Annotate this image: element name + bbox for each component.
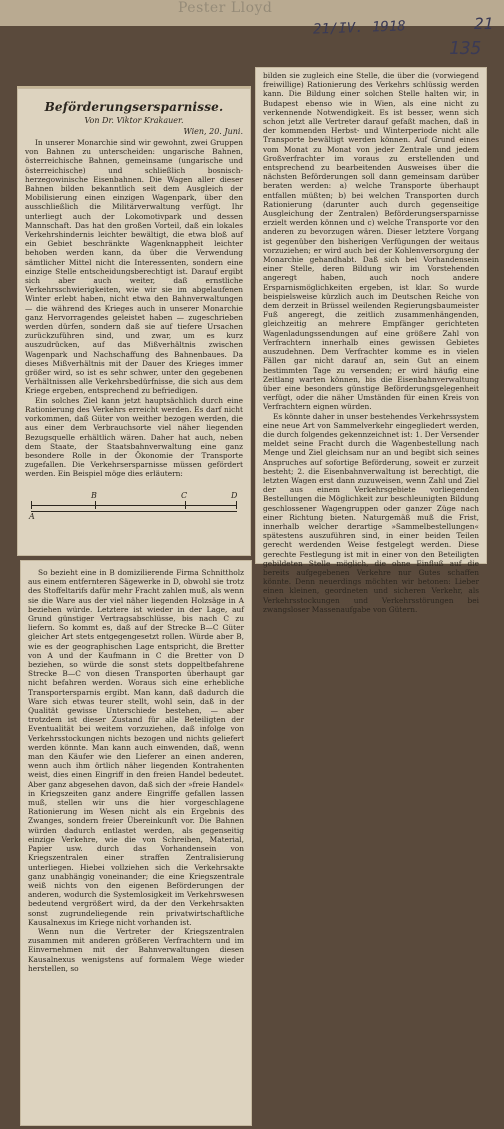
paragraph: In unserer Monarchie sind wir gewohnt, zwei Gruppen von Bahnen zu unterscheiden: ungarische Bahnen, österreichische Bahnen, gemeinsame (ungarische und österreichische) und schließlich bosnisch-herzegowinische Eisenbahnen. Die Wagen aller dieser Bahnen bilden bekanntlich seit dem Ausgleich der Mobilisierung einen einzigen Wagenpark, über den ausschließlich die Militärverwaltung verfügt. Ihr unterliegt auch der Lokomotivpark und dessen Mannschaft. Das hat den großen Vorteil, daß ein lokales Verkehrshindernis leichter bewältigt, die etwa bloß auf ein Gebiet beschränkte Wagenknappheit leichter behoben werden kann, da über die Verwendung sämtlicher Mittel nicht die Interessenten, sondern eine einzige Stelle entscheidungsberechtigt ist. Darauf ergibt sich aber auch weiter, daß ernstliche Verkehrsschwierigkeiten, wie wir sie im abgelaufenen Winter erlebt haben, nicht etwa den Bahnverwaltungen — die während des Krieges auch in unserer Monarchie ganz Hervorragendes geleistet haben — zugeschrieben werden dürfen, sondern daß sie auf tiefere Ursachen zurückzuführen sind, und zwar, um es kurz auszudrücken, auf das Mißverhältnis zwischen Wagenpark und Nachschaffung des Bahnenbaues. Da dieses Mißverhältnis mit der Dauer des Krieges immer größer wird, so ist es sehr schwer, unter den gegebenen Verhältnissen alle Verkehrsbedürfnisse, die sich aus dem Kriege ergeben, entsprechend zu befriedigen. (25, 138, 243, 396)
diagram-label-d: D (231, 490, 238, 500)
route-diagram (25, 485, 243, 545)
paragraph: bilden sie zugleich eine Stelle, die über die (vorwiegend freiwillige) Rationierung des Verkehrs schlüssig werden kann. Die Bildung einer solchen Stelle halten wir, in Budapest ebenso wie in Wien, als eine nicht zu verkennende Notwendigkeit. Es ist besser, wenn sich schon jetzt alle Vertreter darauf gefaßt machen, daß in der kommenden Herbst- und Winterperiode nicht alle Transporte bewältigt werden können. Auf Grund eines vom Monat zu Monat von jeder Zentrale und jedem Großverfrachter im voraus zu erstellenden und entsprechend zu bearbeitenden Ausweises über die nächsten Beförderungen soll dann gemeinsam darüber beraten werden: a) welche Transporte überhaupt entfallen müßten; b) bei welchen Transporten durch Rationierung (darunter auch durch gegenseitige Ausgleichung der Zentralen) Beförderungsersparnisse erzielt werden können und c) welche Transporte vor den anderen zu bevorzugen wären. Dieser letztere Vorgang ist gegenüber den bisherigen Verfügungen der weitaus vorzuziehen; er wird auch bei der Kohlenversorgung der Monarchie gehandhabt. Daß sich bei Vorhandensein einer Stelle, deren Bildung wir im Vorstehenden angeregt haben, auch noch andere Ersparnismöglichkeiten ergeben, ist klar. So wurde beispielsweise kürzlich auch im Deutschen Reiche von dem derzeit in Brüssel weilenden Regierungsbaumeister Fuß angeregt, die zeitlich zusammenhängenden, gleichzeitig an mehrere Empfänger gerichteten Wagenladungssendungen auf eine größere Zahl von Verfrachtern innerhalb eines gewissen Gebietes auszudehnen. Dem Verfrachter komme es in vielen Fällen gar nicht darauf an, sein Gut an einem bestimmten Tage zu versenden; er wird häufig eine Zeitlang warten können, bis die Eisenbahnverwaltung über eine besonders günstige Beförderungsgelegenheit verfügt, oder die näher Umständen für einen Kreis von Verfrachtern eignen würden. (263, 71, 479, 412)
handwritten-number-side: 135 (449, 38, 482, 59)
diagram-line-lower (31, 511, 237, 512)
diagram-label-b: B (91, 490, 97, 500)
article-author: Von Dr. Viktor Krakauer. (84, 116, 184, 125)
diagram-label-a: A (29, 511, 35, 521)
handwritten-date: 21/IV. 1918 (312, 18, 406, 38)
diagram-tick-b (95, 501, 96, 509)
paragraph: So bezieht eine in B domizilierende Firma Schnittholz aus einem entfernteren Sägewerke in D, obwohl sie trotz des Stoffeltarifs dafür mehr Fracht zahlen muß, als wenn sie die Ware aus der viel näher liegenden Holzsäge in A beziehen würde. Letztere ist wieder in der Lage, auf Grund günstiger Vertragsabschlüsse, bis nach C zu liefern. So kommt es, daß auf der Strecke B—C Güter gleicher Art stets entgegengesetzt rollen. Würde aber B, wie es der geographischen Lage entspricht, die Bretter von A und der Kaufmann in C die Bretter von D beziehen, so würde die sonst stets doppeltbefahrene Strecke B—C von diesen Transporten überhaupt gar nicht befahren werden. Woraus sich eine erhebliche Transportersparnis ergibt. Man kann, daß dadurch die Ware sich etwas teurer stellt, wohl sein, daß in der Qualität gewisse Unterschiede bestehen, — aber trotzdem ist dieser Zustand für alle Beteiligten der Eventualität bei weitem vorzuziehen, daß infolge von Verkehrsstockungen nichts bezogen und nichts geliefert werden könnte. Man kann auch einwenden, daß, wenn man den Käufer wie den Lieferer an einen anderen, wenn auch ihm örtlich näher liegenden Kontrahenten weist, dies einen Eingriff in den freien Handel bedeutet. Aber ganz abgesehen davon, daß sich der »freie Handel« in Kriegszeiten ganz andere Eingriffe gefallen lassen muß, stellen wir uns die hier vorgeschlagene Rationierung im Wesen nicht als ein Ergebnis des Zwanges, sondern freier Übereinkunft vor. Die Bahnen würden dadurch entlastet werden, als gegenseitig einzige Verkehre, wie die von Schreiben, Material, Papier usw. durch das Vorhandensein von Kriegszentralen einer straffen Zentralisierung unterliegen. Hiebei vollziehen sich die Verkehrsakte ganz unabhängig voneinander; die eine Kriegszentrale weiß nichts von den eigenen Beförderungen der anderen, wodurch die Systemlosigkeit im Verkehrswesen bedeutend vergrößert wird, da der den Verkehrsakten sonst zugrundeliegende rein privatwirtschaftliche Kausalnexus im Kriege nicht vorhanden ist. (28, 568, 244, 927)
diagram-tick-d (236, 501, 237, 509)
article-title: Beförderungsersparnisse. (44, 100, 224, 114)
clipping-right (255, 67, 487, 614)
diagram-label-c: C (181, 490, 188, 500)
paragraph: Es könnte daher in unser bestehendes Verkehrssystem eine neue Art von Sammelverkehr eingegliedert werden, die durch folgendes gekennzeichnet ist: 1. Der Versender meldet seine Fracht durch die Wagenbestellung nach Menge und Ziel gleichsam nur an und begibt sich seines Anspruches auf sofortige Beförderung, soweit er zurzeit besteht; 2. die Eisenbahnverwaltung ist berechtigt, die letzten Wagen erst dann zuzuweisen, wenn Zahl und Ziel der aus einem Verkehrsgebiete vorliegenden Bestellungen die Möglichkeit zur beschleunigten Bildung geschlossener Wagengruppen oder ganzer Züge nach einer Richtung bieten. Naturgemäß muß die Frist, innerhalb welcher derartige »Sammelbestellungen« spätestens auszuführen sind, in einer beiden Teilen gerecht werdenden Weise festgelegt werden. Diese gerechte Festlegung ist mit in einer von den Beteiligten gebildeten Stelle möglich, die ohne Einfluß auf die bereits aufgegebenen Verkehre nur Gutes schaffen könnte. Denn neuerdings möchten wir betonen: Lieber einen kleinen, geordneten und sicheren Verkehr, als Verkehrsstockungen und Verkehrsstörungen bei zwangsloser Massenaufgabe von Gütern. (263, 411, 479, 614)
paragraph: Wenn nun die Vertreter der Kriegszentralen zusammen mit anderen größeren Verfrachtern und im Einvernehmen mit der Bahnverwaltungen diesen Kausalnexus wenigstens auf formalem Wege wieder herstellen, so (28, 926, 244, 973)
newspaper-masthead: Pester Lloyd (178, 0, 273, 16)
clipping-left-bottom (20, 560, 252, 1126)
article-dateline: Wien, 20. Juni. (183, 127, 243, 136)
diagram-tick-a (31, 501, 32, 509)
diagram-tick-c (185, 501, 186, 509)
paragraph: Ein solches Ziel kann jetzt hauptsächlich durch eine Rationierung des Verkehrs erreicht werden. Es darf nicht vorkommen, daß Güter von weither bezogen werden, die aus einer dem Verbrauchsorte viel näher liegenden Bezugsquelle erhältlich wären. Daher hat auch, neben dem Staate, der Staatsbahnverwaltung eine ganz besondere Rolle in der Ökonomie der Transporte zugefallen. Die Verkehrsersparnisse müssen gefördert werden. Ein Beispiel möge dies erläutern: (25, 395, 243, 479)
clipping-left-top (17, 86, 251, 556)
diagram-line-upper (31, 505, 237, 506)
handwritten-number-top: 21 (474, 14, 494, 33)
